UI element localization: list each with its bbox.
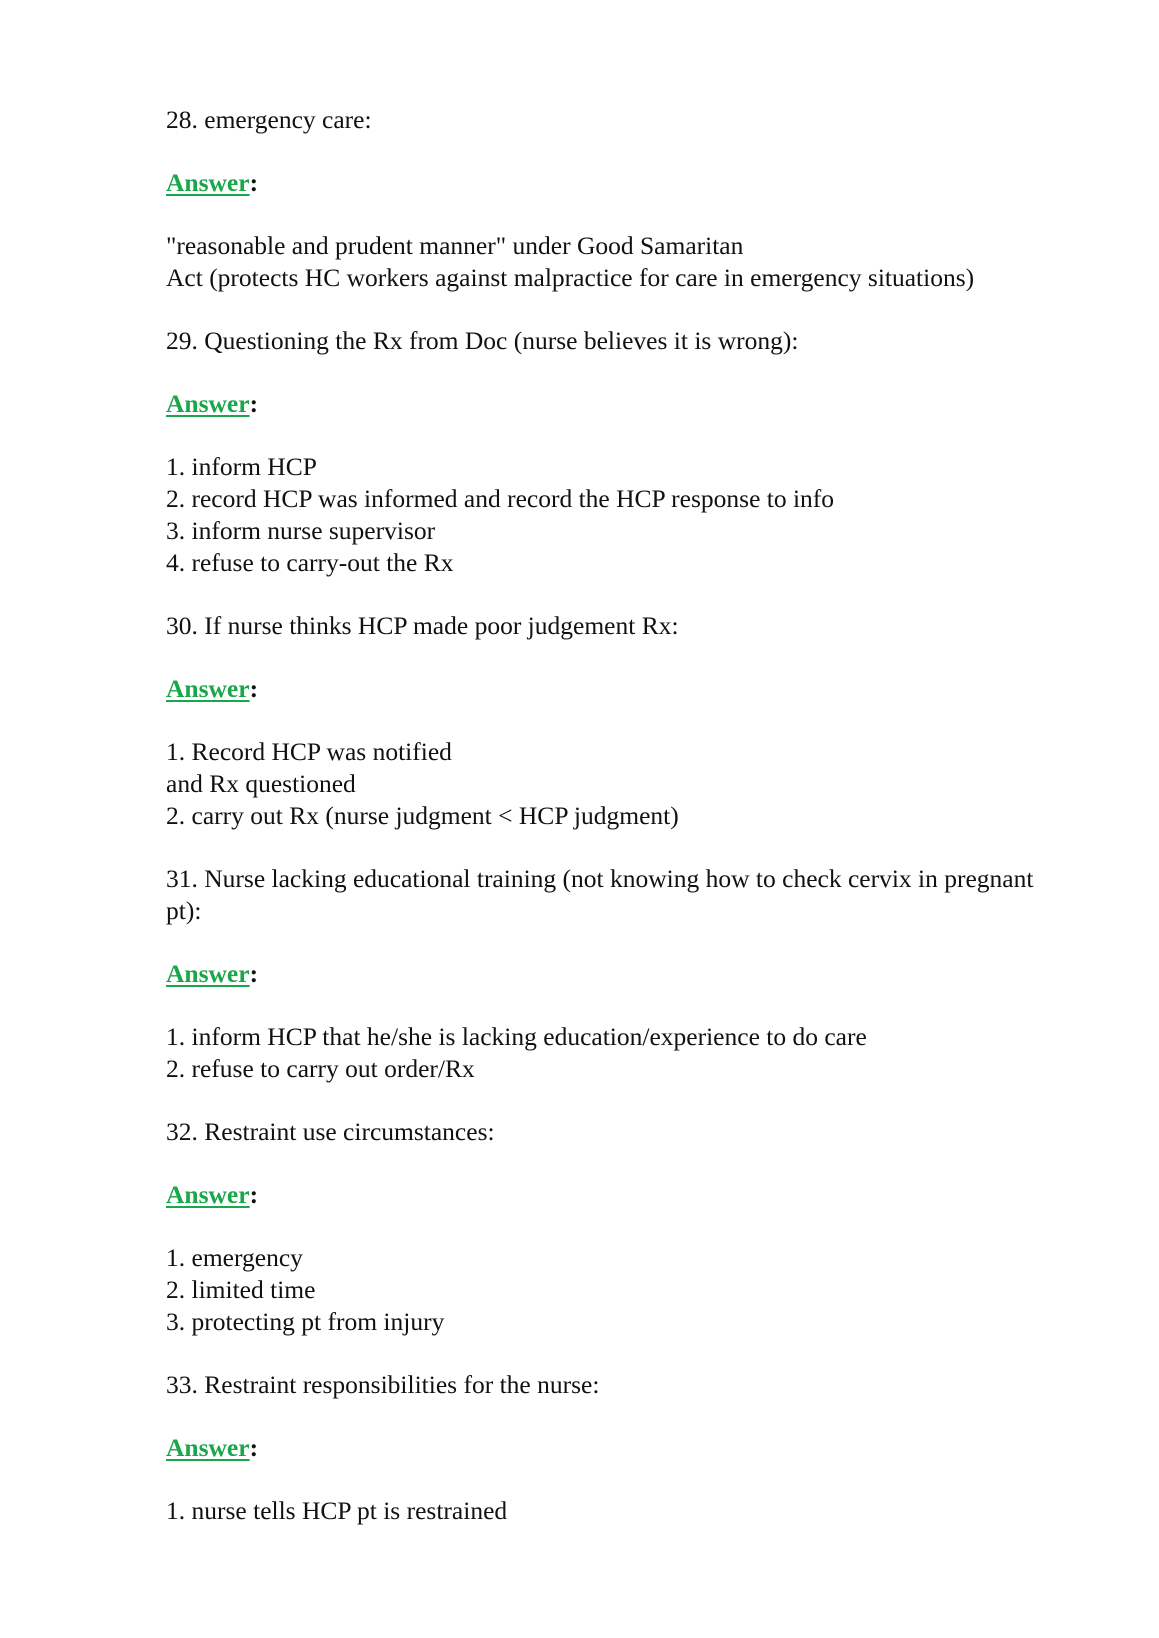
qa-block-32 <box>166 1116 1046 1338</box>
question-text: 29. Questioning the Rx from Doc (nurse believes it is wrong): <box>166 326 799 355</box>
answer-heading <box>166 958 1046 990</box>
answer-colon: : <box>249 1433 259 1462</box>
answer-colon: : <box>249 959 259 988</box>
answer-label: Answer <box>166 168 250 197</box>
question-text: 32. Restraint use circumstances: <box>166 1117 495 1146</box>
answer-line: 3. protecting pt from injury <box>166 1307 445 1336</box>
answer-body <box>166 1495 1046 1527</box>
answer-label: Answer <box>166 1180 250 1209</box>
qa-block-29 <box>166 325 1046 579</box>
question-text: 28. emergency care: <box>166 105 372 134</box>
answer-line: Act (protects HC workers against malpractice for care in emergency situations) <box>166 263 975 292</box>
answer-body <box>166 1242 1046 1338</box>
answer-line: 1. emergency <box>166 1243 303 1272</box>
answer-colon: : <box>249 1180 259 1209</box>
answer-body <box>166 451 1046 579</box>
answer-label: Answer <box>166 674 250 703</box>
answer-body <box>166 1021 1046 1085</box>
question-text: 33. Restraint responsibilities for the nurse: <box>166 1370 600 1399</box>
answer-heading <box>166 167 1046 199</box>
answer-line: 1. nurse tells HCP pt is restrained <box>166 1496 508 1525</box>
qa-block-28 <box>166 104 1046 294</box>
question-text: 31. Nurse lacking educational training (not knowing how to check cervix in pregnant pt): <box>166 864 1034 925</box>
answer-colon: : <box>249 674 259 703</box>
answer-heading <box>166 388 1046 420</box>
question-text: 30. If nurse thinks HCP made poor judgement Rx: <box>166 611 679 640</box>
qa-block-31 <box>166 863 1046 1085</box>
answer-label: Answer <box>166 389 250 418</box>
qa-block-30 <box>166 610 1046 832</box>
answer-heading <box>166 1179 1046 1211</box>
answer-colon: : <box>249 168 259 197</box>
answer-colon: : <box>249 389 259 418</box>
answer-line: 3. inform nurse supervisor <box>166 516 436 545</box>
answer-line: 1. inform HCP that he/she is lacking education/experience to do care <box>166 1022 867 1051</box>
answer-heading <box>166 673 1046 705</box>
answer-label: Answer <box>166 1433 250 1462</box>
answer-line: 2. record HCP was informed and record the HCP response to info <box>166 484 835 513</box>
answer-line: 1. inform HCP <box>166 452 317 481</box>
answer-heading <box>166 1432 1046 1464</box>
answer-body <box>166 230 1046 294</box>
answer-body <box>166 736 1046 832</box>
document-page <box>166 104 1046 1558</box>
qa-block-33 <box>166 1369 1046 1527</box>
answer-line: 4. refuse to carry-out the Rx <box>166 548 454 577</box>
answer-line: 1. Record HCP was notified <box>166 737 452 766</box>
answer-line: 2. refuse to carry out order/Rx <box>166 1054 475 1083</box>
answer-label: Answer <box>166 959 250 988</box>
answer-line: and Rx questioned <box>166 769 356 798</box>
answer-line: 2. limited time <box>166 1275 316 1304</box>
answer-line: 2. carry out Rx (nurse judgment < HCP judgment) <box>166 801 679 830</box>
answer-line: "reasonable and prudent manner" under Good Samaritan <box>166 231 744 260</box>
